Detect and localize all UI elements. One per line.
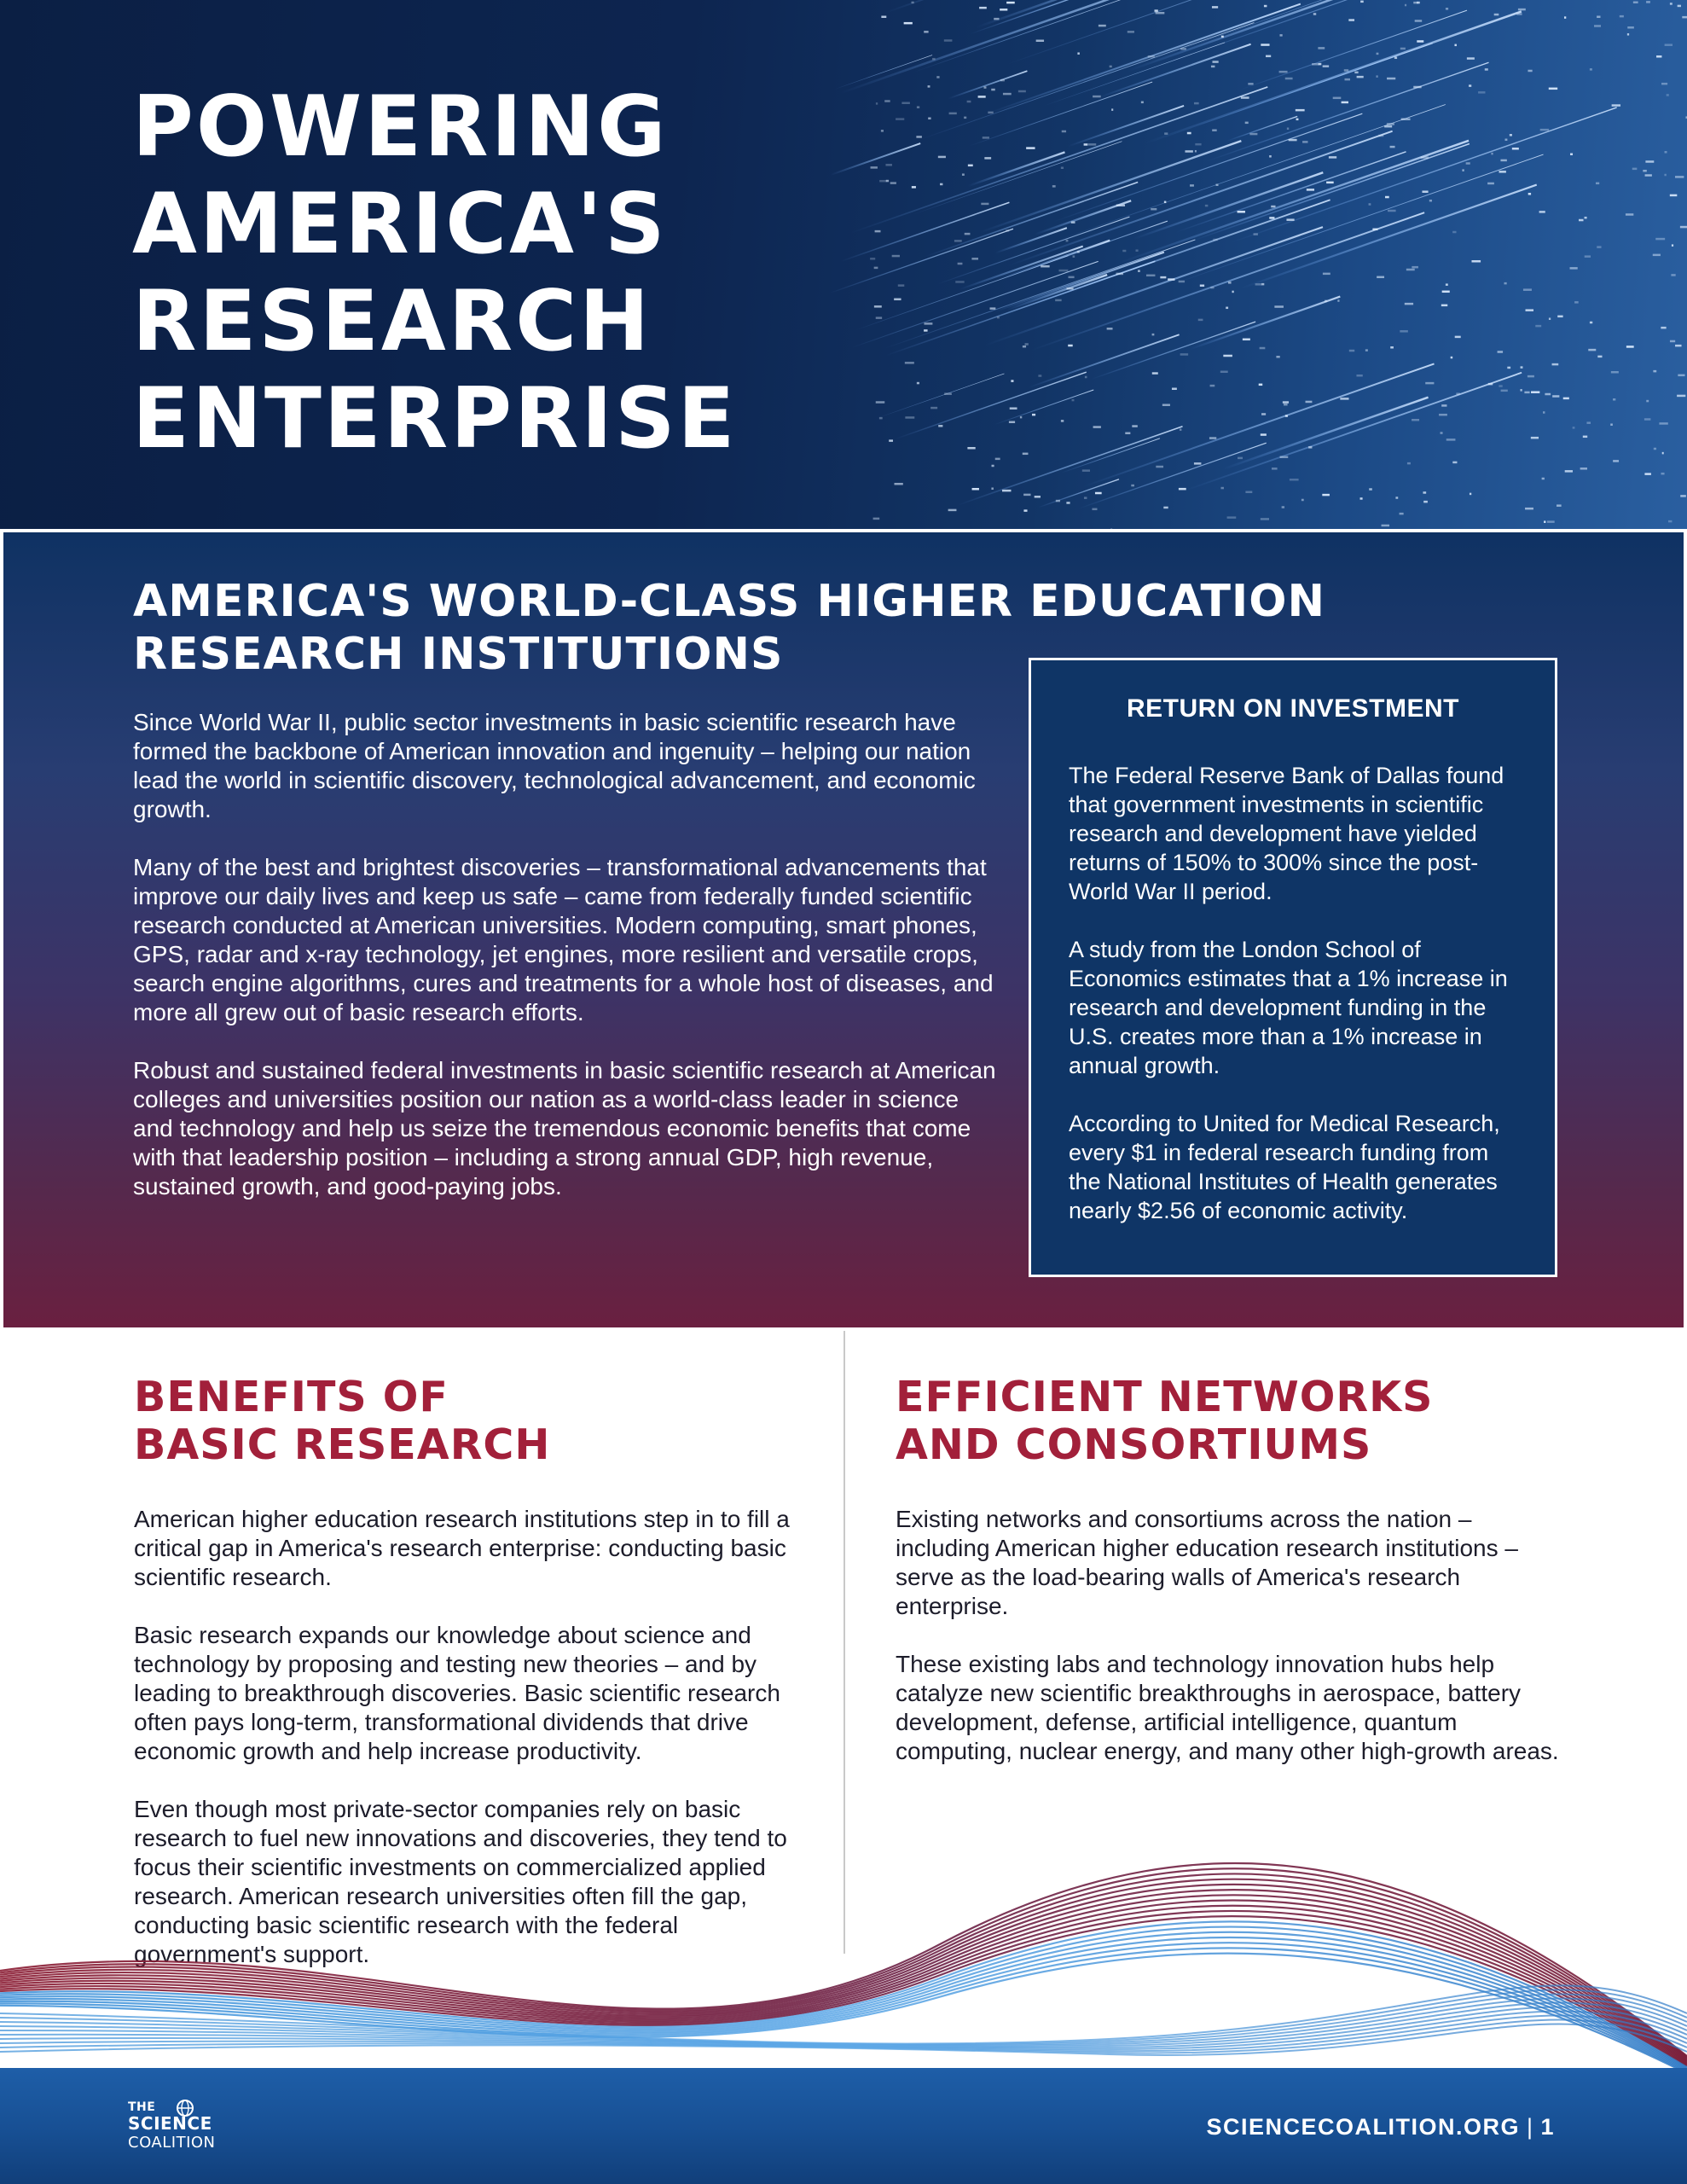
networks-heading: [896, 1374, 1561, 1469]
body-paragraph: Even though most private-sector companies rely on basic research to fuel new innovations and discoveries, they tend to focus their scientific investments on commercialized applied research. American research universities often fill the gap, conducting basic scientific research with the federal government's support.: [134, 1796, 787, 1967]
heading-line: BENEFITS OF: [134, 1373, 449, 1421]
institutions-panel: [3, 532, 1684, 1327]
logo-science: SCIENCE: [128, 2113, 212, 2134]
benefits-heading: [134, 1374, 816, 1469]
roi-paragraph: A study from the London School of Economics estimates that a 1% increase in research and development funding in the U.S. creates more than a 1% increase in annual growth.: [1069, 937, 1508, 1078]
footer-bar: [0, 2068, 1687, 2184]
body-paragraph: Since World War II, public sector investments in basic scientific research have formed the backbone of American innovation and ingenuity – helping our nation lead the world in scientific discovery, technological advancement, and economic growth.: [133, 709, 976, 822]
website-link[interactable]: SCIENCECOALITION.ORG: [1206, 2114, 1520, 2140]
body-paragraph: Many of the best and brightest discoveries – transformational advancements that improve our daily lives and keep us safe – came from federally funded scientific research conducted at American universities. Modern computing, smart phones, GPS, radar and x-ray technology, jet engines, more resilient and versatile crops, search engine algorithms, cures and treatments for a whole host of diseases, and more all grew out of basic research efforts.: [133, 854, 994, 1025]
institutions-section: [0, 529, 1687, 1331]
heading-line: RESEARCH INSTITUTIONS: [133, 629, 784, 680]
page-title: [132, 78, 738, 468]
roi-paragraph: According to United for Medical Research, every $1 in federal research funding from the National Institutes of Health generates nearly $2.56 of economic activity.: [1069, 1111, 1500, 1223]
institutions-body: [133, 708, 1003, 1230]
body-paragraph: Robust and sustained federal investments in basic scientific research at American colleges and universities position our nation as a world-class leader in science and technology and help us seize the tremendous economic benefits that come with that leadership position – including a strong annual GDP, high revenue, sustained growth, and good-paying jobs.: [133, 1057, 996, 1199]
body-paragraph: Existing networks and consortiums across the nation – including American higher education research institutions – serve as the load-bearing walls of America's research enterprise.: [896, 1506, 1518, 1619]
networks-column: [896, 1374, 1561, 1795]
heading-line: EFFICIENT NETWORKS: [896, 1373, 1434, 1421]
roi-callout-box: [1029, 658, 1557, 1277]
hero-banner: [0, 0, 1687, 529]
title-line: POWERING: [132, 78, 669, 176]
roi-title: RETURN ON INVESTMENT: [1126, 694, 1459, 723]
title-line: ENTERPRISE: [132, 370, 738, 468]
body-paragraph: American higher education research institutions step in to fill a critical gap in America's research enterprise: conducting basic scientific research.: [134, 1506, 790, 1590]
footer-url-and-page: [1206, 2114, 1555, 2140]
circuit-art-image: [768, 0, 1687, 529]
science-coalition-logo[interactable]: [128, 2100, 239, 2169]
heading-line: AND CONSORTIUMS: [896, 1420, 1372, 1469]
body-paragraph: Basic research expands our knowledge about science and technology by proposing and testing new theories – and by leading to breakthrough discoveries. Basic scientific research often pays long-term, transformational dividends that drive economic growth and help increase productivity.: [134, 1622, 780, 1764]
title-line: RESEARCH: [132, 273, 652, 370]
heading-line: BASIC RESEARCH: [134, 1420, 551, 1469]
page-number: 1: [1540, 2114, 1555, 2140]
roi-paragraph: The Federal Reserve Bank of Dallas found that government investments in scientific research and development have yielded returns of 150% to 300% since the post-World War II period.: [1069, 763, 1504, 904]
title-line: AMERICA'S: [132, 176, 668, 273]
body-paragraph: These existing labs and technology innovation hubs help catalyze new scientific breakthroughs in aerospace, battery development, defense, artificial intelligence, quantum computing, nuclear energy, and many other high-growth areas.: [896, 1651, 1559, 1764]
footer-separator: |: [1526, 2114, 1534, 2140]
logo-coalition: COALITION: [128, 2134, 216, 2152]
heading-line: AMERICA'S WORLD-CLASS HIGHER EDUCATION: [133, 576, 1325, 627]
logo-the: THE: [128, 2100, 156, 2114]
wave-lines-decoration: [0, 1843, 1687, 2082]
